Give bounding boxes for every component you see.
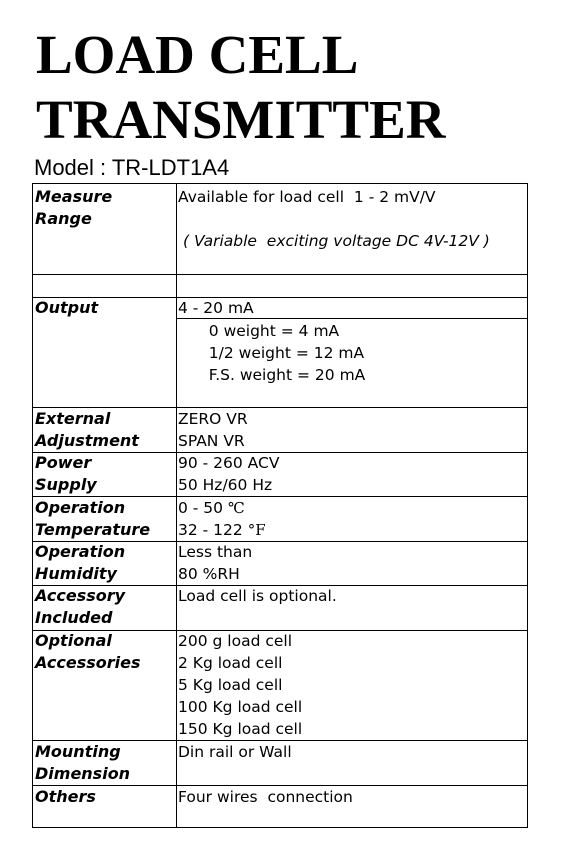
spec-table <box>32 183 528 828</box>
accessory-included-value: Load cell is optional. <box>178 587 337 605</box>
optional-accessory-item: 200 g load cell <box>178 632 293 650</box>
optional-accessory-item: 5 Kg load cell <box>178 676 283 694</box>
optional-accessory-item: 150 Kg load cell <box>178 720 303 738</box>
accessory-included-label-2: Included <box>35 608 113 627</box>
mounting-dimension-label: Mounting <box>35 742 121 761</box>
others-label: Others <box>35 787 96 806</box>
optional-accessories-label: Optional <box>35 631 112 650</box>
mounting-dimension-label-2: Dimension <box>35 764 131 783</box>
power-supply-label: Power <box>35 453 92 472</box>
operation-humidity-label: Operation <box>35 542 126 561</box>
external-adjustment-label-2: Adjustment <box>35 431 139 450</box>
power-supply-label-2: Supply <box>35 475 97 494</box>
mounting-value: Din rail or Wall <box>178 743 292 761</box>
output-half-weight: 1/2 weight = 12 mA <box>194 344 365 362</box>
title-line-2: TRANSMITTER <box>36 89 446 150</box>
optional-accessory-item: 100 Kg load cell <box>178 698 303 716</box>
celsius-unit: ℃ <box>227 499 245 517</box>
operation-temperature-label-2: Temperature <box>35 520 151 539</box>
title-line-1: LOAD CELL <box>36 24 359 85</box>
optional-accessory-item: 2 Kg load cell <box>178 654 283 672</box>
optional-accessories-label-2: Accessories <box>35 653 141 672</box>
measure-range-value: Available for load cell 1 - 2 mV/V <box>178 188 436 206</box>
external-adjustment-label: External <box>35 409 111 428</box>
output-label: Output <box>35 298 99 317</box>
humidity-value: Less than <box>178 543 253 561</box>
model-number: Model : TR-LDT1A4 <box>34 155 230 180</box>
fahrenheit-unit: °F <box>247 521 266 539</box>
span-vr-value: SPAN VR <box>178 432 245 450</box>
accessory-included-label: Accessory <box>35 586 126 605</box>
zero-vr-value: ZERO VR <box>178 410 248 428</box>
temperature-fahrenheit-value <box>178 519 266 541</box>
temperature-celsius-value <box>178 497 245 519</box>
measure-range-note: ( Variable exciting voltage DC 4V-12V ) <box>183 232 490 250</box>
row-divider <box>33 452 527 453</box>
operation-humidity-label-2: Humidity <box>35 564 117 583</box>
column-divider <box>176 184 177 827</box>
others-value: Four wires connection <box>178 788 353 806</box>
temperature-fahrenheit-range: 32 - 122 <box>178 521 248 539</box>
measure-range-label-2: Range <box>35 209 92 228</box>
humidity-value-2: 80 %RH <box>178 565 240 583</box>
output-fs-weight: F.S. weight = 20 mA <box>194 366 366 384</box>
temperature-celsius-range: 0 - 50 <box>178 499 228 517</box>
output-value: 4 - 20 mA <box>178 299 254 317</box>
output-zero-weight: 0 weight = 4 mA <box>194 322 340 340</box>
power-voltage-value: 90 - 260 ACV <box>178 454 280 472</box>
power-frequency-value: 50 Hz/60 Hz <box>178 476 273 494</box>
measure-range-label: Measure <box>35 187 113 206</box>
operation-temperature-label: Operation <box>35 498 126 517</box>
row-divider <box>33 274 527 275</box>
row-divider <box>33 297 527 298</box>
